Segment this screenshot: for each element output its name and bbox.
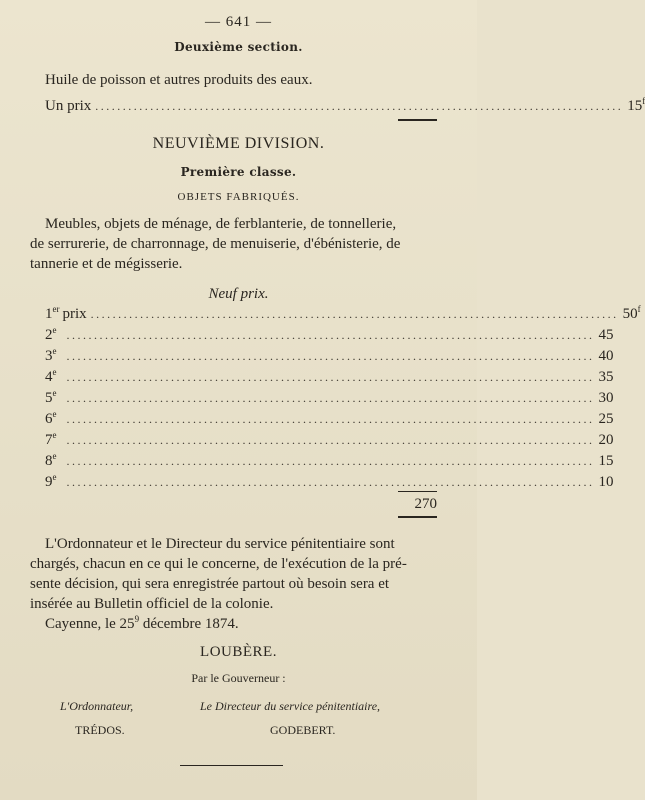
leader-dots: ................................................................................................ <box>95 99 624 113</box>
prize-rank: 4e <box>45 367 57 385</box>
prize-value: 35 <box>598 369 614 385</box>
description-line-1: Meubles, objets de ménage, de ferblanterie, de tonnellerie, <box>45 216 397 232</box>
prize-value: 15$^f$ <box>627 96 645 114</box>
sum-rule <box>398 491 437 492</box>
prize-value: 50$^f$ <box>622 304 641 322</box>
prize-value: 10 <box>598 474 614 490</box>
date-line: Cayenne, le $25^9$ décembre 1874. <box>45 614 239 632</box>
prizes-heading: Neuf prix. <box>208 286 269 302</box>
prize-rank: 1er prix <box>45 304 87 322</box>
prize-row <box>45 304 641 324</box>
prize-rank: 3e <box>45 346 57 364</box>
leader-dots: ................................................................................................ <box>66 349 595 363</box>
closing-line-2: chargés, chacun en ce qui le concerne, de l'exécution de la pré- <box>30 556 407 572</box>
total-row <box>45 494 437 514</box>
footer-rule <box>180 765 283 766</box>
prize-row <box>45 430 614 450</box>
section2-prize-row <box>45 96 645 116</box>
closing-line-4: insérée au Bulletin officiel de la colonie. <box>30 596 274 612</box>
signer-name: LOUBÈRE. <box>200 644 277 660</box>
by-governor: Par le Gouverneur : <box>191 671 286 685</box>
division-title: NEUVIÈME DIVISION. <box>152 135 325 152</box>
prize-row <box>45 409 614 429</box>
prize-row <box>45 451 614 471</box>
leader-dots: ................................................................................................ <box>66 475 595 489</box>
ordonnateur-title: L'Ordonnateur, <box>60 699 134 713</box>
leader-dots: ................................................................................................ <box>66 391 595 405</box>
leader-dots: ................................................................................................ <box>90 307 619 321</box>
prize-rank: 2e <box>45 325 57 343</box>
prize-rank: 8e <box>45 451 57 469</box>
prize-value: 30 <box>598 390 614 406</box>
prize-rank: 5e <box>45 388 57 406</box>
prize-value: 25 <box>598 411 614 427</box>
prize-rank: 7e <box>45 430 57 448</box>
prize-row <box>45 346 614 366</box>
ordonnateur-name: TRÉDOS. <box>75 723 125 737</box>
prize-row <box>45 325 614 345</box>
prize-label: Un prix <box>45 98 92 114</box>
class-title: Première classe. <box>180 165 297 179</box>
section-title: Deuxième section. <box>174 40 303 54</box>
directeur-name: GODEBERT. <box>270 723 336 737</box>
closing-line-3: sente décision, qui sera enregistrée partout où besoin sera et <box>30 576 390 592</box>
leader-dots: ................................................................................................ <box>66 433 595 447</box>
prize-row <box>45 367 614 387</box>
total-value: 270 <box>414 496 437 512</box>
prize-row <box>45 388 614 408</box>
prize-rank: 9e <box>45 472 57 490</box>
total-rule <box>398 119 437 121</box>
section2-text: Huile de poisson et autres produits des eaux. <box>45 72 313 88</box>
leader-dots: ................................................................................................ <box>66 370 595 384</box>
prize-row <box>45 472 614 492</box>
directeur-title: Le Directeur du service pénitentiaire, <box>200 699 381 713</box>
page-number: — 641 — <box>205 14 272 30</box>
prize-rank: 6e <box>45 409 57 427</box>
closing-line-1: L'Ordonnateur et le Directeur du service pénitentiaire sont <box>45 536 395 552</box>
description-line-2: de serrurerie, de charronnage, de menuiserie, d'ébénisterie, de <box>30 236 401 252</box>
prize-value: 40 <box>598 348 614 364</box>
leader-dots: ................................................................................................ <box>66 328 595 342</box>
total-underline <box>398 516 437 518</box>
category-title: OBJETS FABRIQUÉS. <box>177 191 300 203</box>
prize-value: 45 <box>598 327 614 343</box>
prize-value: 15 <box>598 453 614 469</box>
prize-value: 20 <box>598 432 614 448</box>
leader-dots: ................................................................................................ <box>66 412 595 426</box>
leader-dots: ................................................................................................ <box>66 454 595 468</box>
description-line-3: tannerie et de mégisserie. <box>30 256 183 272</box>
